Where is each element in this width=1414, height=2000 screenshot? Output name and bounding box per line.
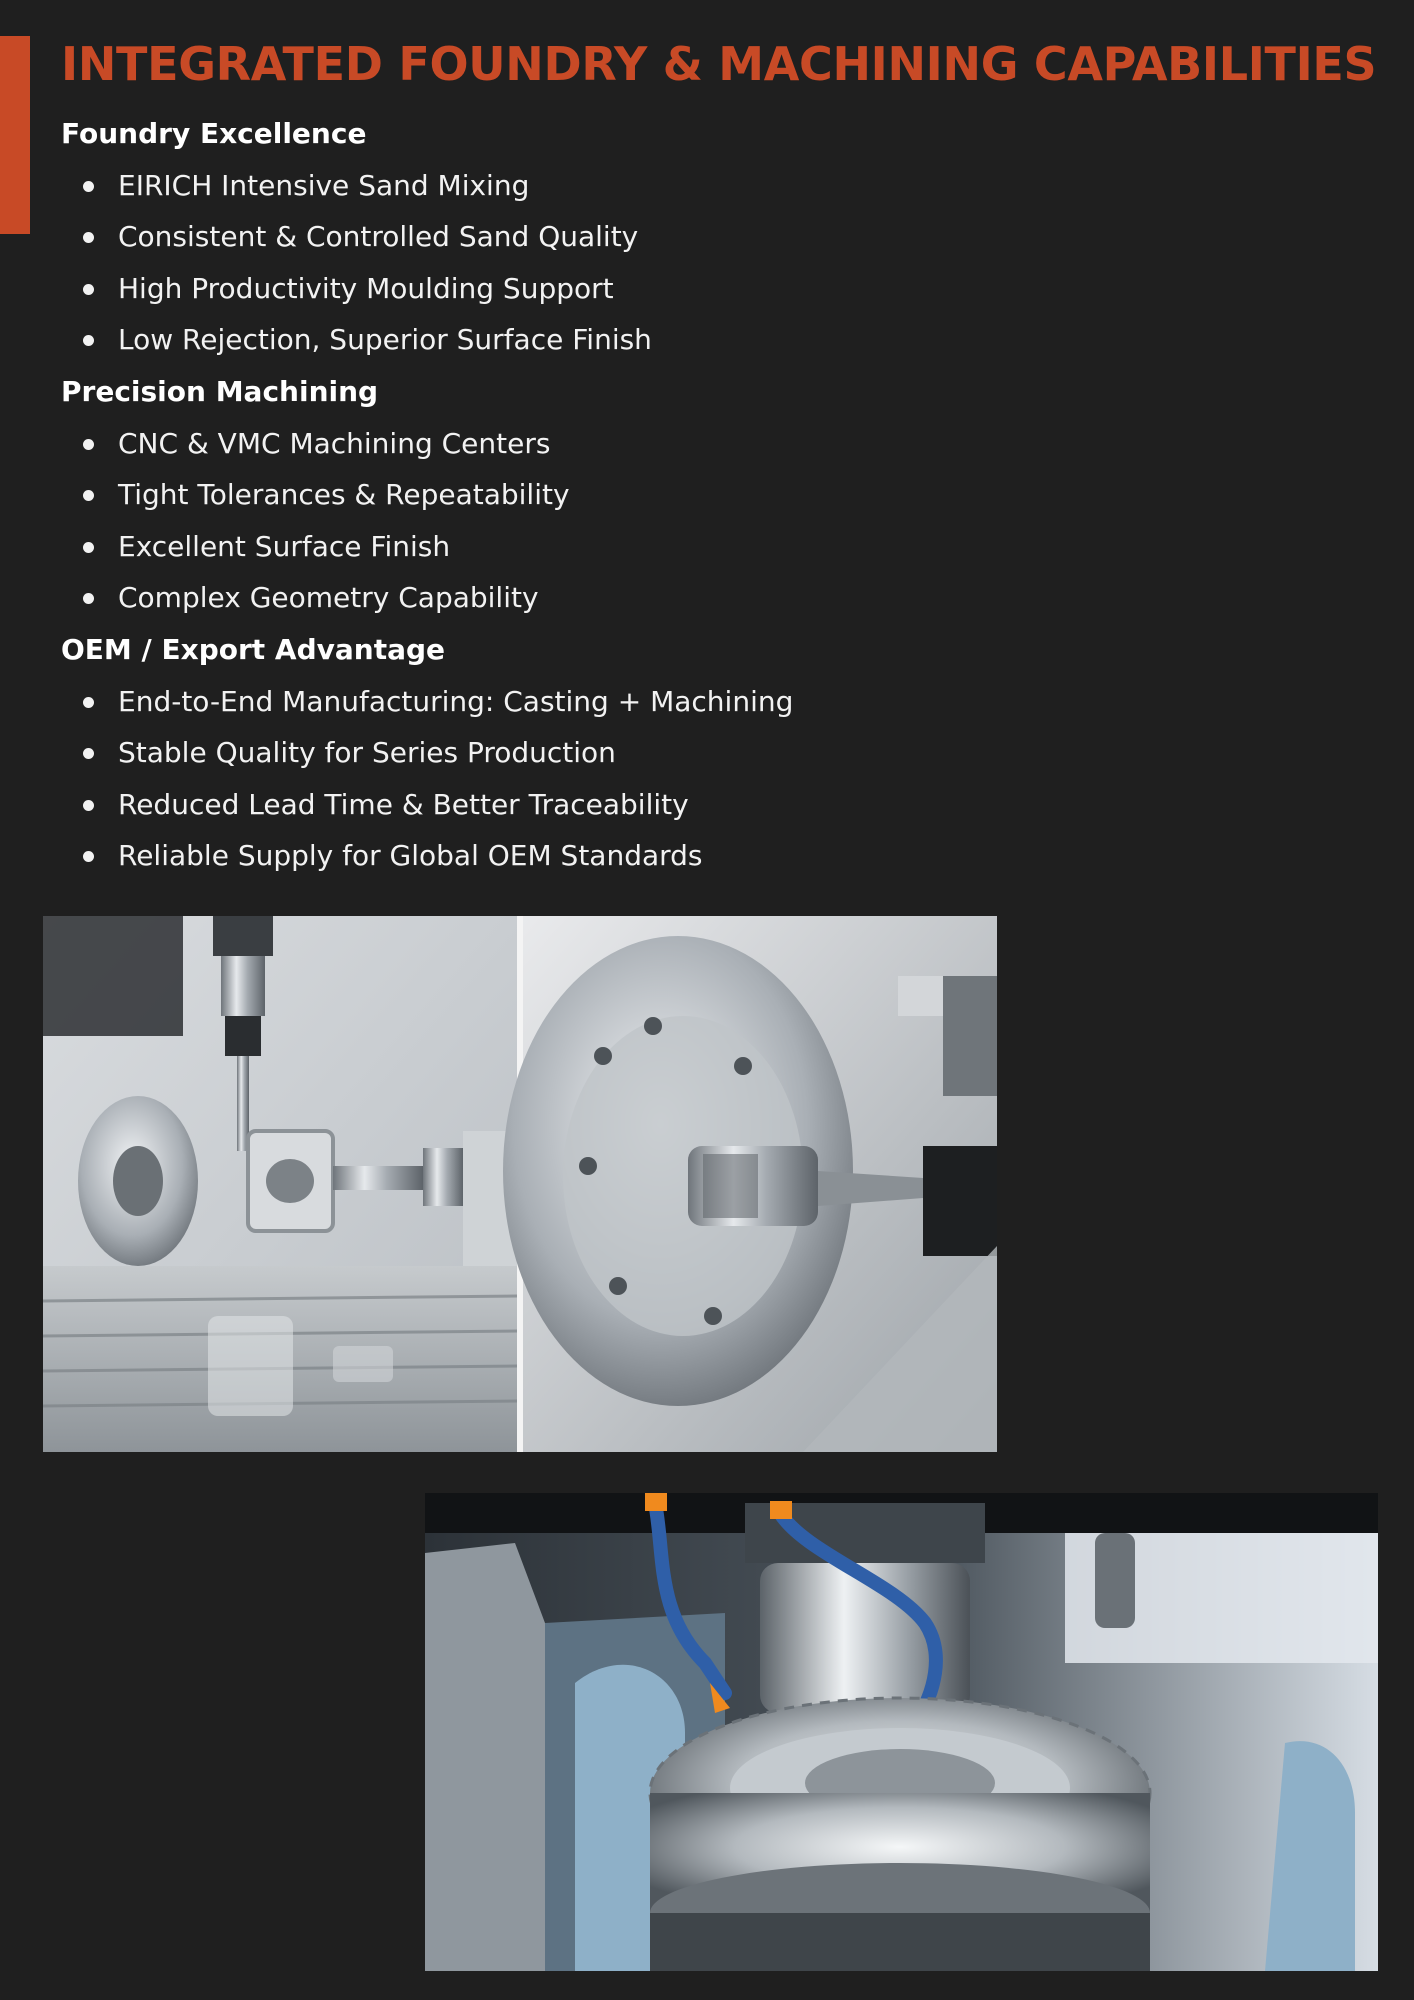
list-item — [61, 676, 1361, 728]
list-item — [61, 263, 1361, 315]
oem-export-list — [61, 676, 1361, 882]
list-item — [61, 160, 1361, 212]
bullet-icon — [83, 490, 94, 501]
list-item — [61, 727, 1361, 779]
list-item — [61, 211, 1361, 263]
machining-photo-collage — [43, 916, 997, 1452]
machining-photo-graphic — [43, 916, 997, 1452]
list-item — [61, 521, 1361, 573]
list-item — [61, 830, 1361, 882]
list-item — [61, 779, 1361, 831]
gear-milling-graphic — [425, 1493, 1378, 1971]
list-item-text: CNC & VMC Machining Centers — [118, 426, 551, 460]
list-item-text: Complex Geometry Capability — [118, 581, 539, 615]
list-item-text: End-to-End Manufacturing: Casting + Machining — [118, 684, 794, 718]
bullet-icon — [83, 284, 94, 295]
title-accent-bar — [0, 36, 30, 234]
bullet-icon — [83, 542, 94, 553]
list-item — [61, 469, 1361, 521]
section-heading-oem-export: OEM / Export Advantage — [61, 632, 446, 666]
machining-list — [61, 418, 1361, 624]
bullet-icon — [83, 593, 94, 604]
list-item-text: Consistent & Controlled Sand Quality — [118, 220, 639, 254]
list-item — [61, 418, 1361, 470]
list-item-text: Reduced Lead Time & Better Traceability — [118, 787, 689, 821]
bullet-icon — [83, 851, 94, 862]
bullet-icon — [83, 439, 94, 450]
bullet-icon — [83, 748, 94, 759]
list-item — [61, 314, 1361, 366]
page-title: INTEGRATED FOUNDRY & MACHINING CAPABILITIES — [61, 37, 1377, 91]
list-item-text: High Productivity Moulding Support — [118, 271, 614, 305]
section-heading-foundry: Foundry Excellence — [61, 117, 367, 150]
bullet-icon — [83, 697, 94, 708]
gear-milling-photo — [425, 1493, 1378, 1971]
foundry-list — [61, 160, 1361, 366]
capabilities-content — [61, 108, 1361, 882]
list-item-text: Excellent Surface Finish — [118, 529, 451, 563]
bullet-icon — [83, 232, 94, 243]
list-item-text: Stable Quality for Series Production — [118, 736, 616, 770]
list-item-text: Tight Tolerances & Repeatability — [118, 478, 570, 512]
list-item — [61, 572, 1361, 624]
list-item-text: EIRICH Intensive Sand Mixing — [118, 168, 530, 202]
bullet-icon — [83, 181, 94, 192]
section-heading-machining: Precision Machining — [61, 374, 379, 408]
list-item-text: Reliable Supply for Global OEM Standards — [118, 839, 703, 873]
list-item-text: Low Rejection, Superior Surface Finish — [118, 323, 652, 357]
bullet-icon — [83, 335, 94, 346]
bullet-icon — [83, 800, 94, 811]
